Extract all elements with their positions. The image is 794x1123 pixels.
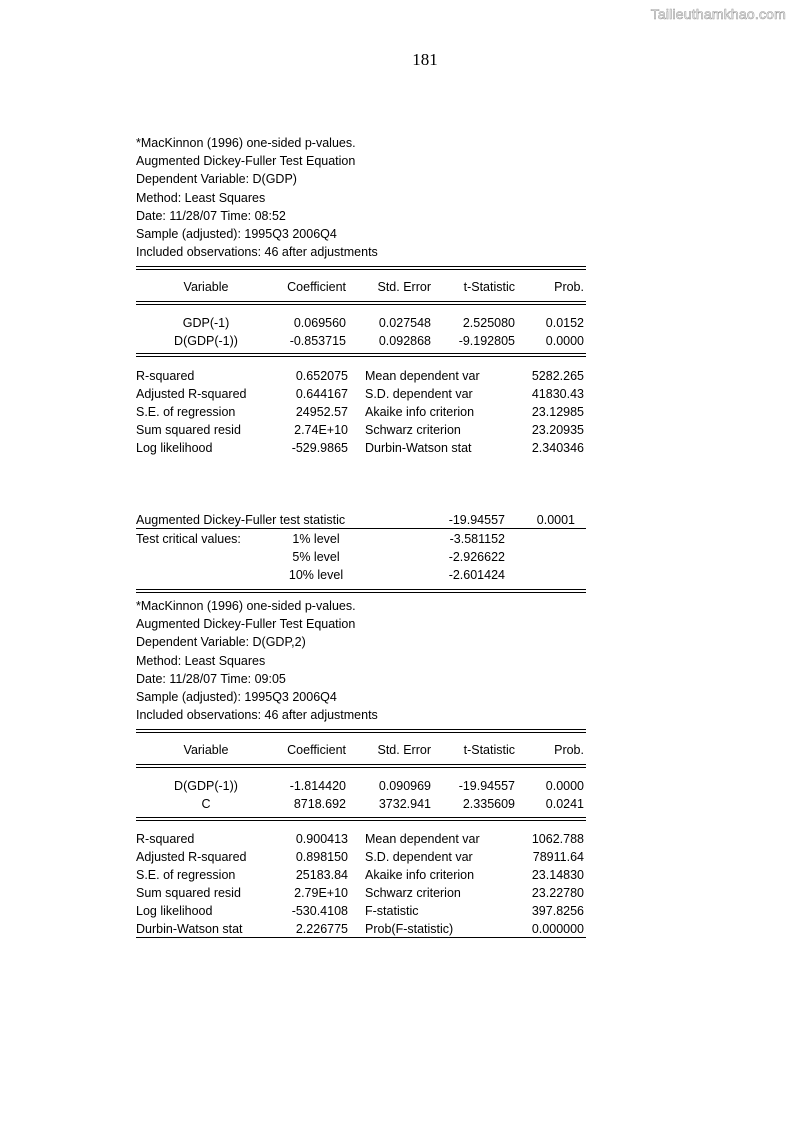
stats-row: [136, 367, 586, 385]
table-rule: [136, 266, 586, 270]
header-line: Augmented Dickey-Fuller Test Equation: [136, 154, 356, 169]
col-header: Std. Error: [377, 280, 431, 294]
stat-value: 2.226775: [295, 922, 348, 936]
col-header: Coefficient: [287, 280, 346, 294]
stat-value: 0.900413: [295, 832, 348, 846]
stat-label: Schwarz criterion: [365, 423, 461, 437]
stat-label: Schwarz criterion: [365, 886, 461, 900]
header-line: Augmented Dickey-Fuller Test Equation: [136, 617, 356, 632]
stat-label: R-squared: [136, 832, 195, 846]
col-header: Variable: [183, 280, 229, 294]
critical-level: 10% level: [288, 568, 344, 582]
section2-header: [136, 597, 586, 724]
stat-label: Prob(F-statistic): [365, 922, 454, 936]
critical-value: -2.926622: [448, 550, 505, 564]
header-line: Dependent Variable: D(GDP,2): [136, 635, 306, 650]
cell: -19.94557: [458, 779, 515, 793]
cell: -9.192805: [458, 334, 515, 348]
table-rule: [136, 729, 586, 733]
critical-level: 1% level: [292, 532, 340, 546]
stats-row: [136, 884, 586, 902]
col-header: Prob.: [554, 280, 584, 294]
stat-value: 397.8256: [531, 904, 584, 918]
critical-row: [136, 530, 586, 548]
cell: 0.069560: [293, 316, 346, 330]
table-rule: [136, 817, 586, 821]
critical-row: [136, 566, 586, 584]
header-line: Sample (adjusted): 1995Q3 2006Q4: [136, 226, 337, 241]
stats-row: [136, 848, 586, 866]
stat-label: Sum squared resid: [136, 423, 241, 437]
table-row: [136, 314, 586, 332]
stat-value: 2.74E+10: [294, 423, 348, 437]
critical-level: 5% level: [292, 550, 340, 564]
stats-row: [136, 385, 586, 403]
header-line: *MacKinnon (1996) one-sided p-values.: [136, 136, 356, 150]
stat-value: 23.12985: [531, 405, 584, 419]
col-header: Std. Error: [377, 743, 431, 757]
header-line: Method: Least Squares: [136, 653, 266, 668]
stats-row: [136, 421, 586, 439]
cell: 8718.692: [293, 797, 346, 811]
watermark: Tailieuthamkhao.com: [650, 6, 786, 22]
stat-value: 2.79E+10: [294, 886, 348, 900]
table-header-row: [136, 278, 586, 296]
header-line: Date: 11/28/07 Time: 08:52: [136, 208, 286, 223]
adf-prob: 0.0001: [536, 513, 575, 527]
stat-label: S.E. of regression: [136, 405, 236, 419]
adf-row: [136, 511, 586, 529]
stat-label: Sum squared resid: [136, 886, 241, 900]
stat-label: S.E. of regression: [136, 868, 236, 882]
stats-row: [136, 902, 586, 920]
critical-value: -2.601424: [448, 568, 505, 582]
stats-row: [136, 439, 586, 457]
stat-label: S.D. dependent var: [365, 850, 473, 864]
stat-value: -530.4108: [291, 904, 348, 918]
cell: D(GDP(-1)): [174, 779, 238, 793]
cell: 3732.941: [378, 797, 431, 811]
stat-value: -529.9865: [291, 441, 348, 455]
stat-value: 23.22780: [531, 886, 584, 900]
table-header-row: [136, 741, 586, 759]
stat-value: 0.644167: [295, 387, 348, 401]
stats-row: [136, 866, 586, 884]
stats-row: [136, 920, 586, 938]
table-row: [136, 332, 586, 350]
stat-value: 24952.57: [295, 405, 348, 419]
table-rule: [136, 764, 586, 768]
critical-row: [136, 548, 586, 566]
table-row: [136, 795, 586, 813]
stat-label: Mean dependent var: [365, 832, 480, 846]
header-line: Included observations: 46 after adjustments: [136, 708, 378, 723]
stat-label: Adjusted R-squared: [136, 850, 247, 864]
cell: -1.814420: [289, 779, 346, 793]
header-line: *MacKinnon (1996) one-sided p-values.: [136, 599, 356, 613]
stat-value: 5282.265: [531, 369, 584, 383]
stat-value: 23.20935: [531, 423, 584, 437]
table-row: [136, 777, 586, 795]
cell: C: [201, 797, 211, 811]
stat-value: 41830.43: [531, 387, 584, 401]
col-header: Prob.: [554, 743, 584, 757]
stat-value: 2.340346: [531, 441, 584, 455]
adf-value: -19.94557: [448, 513, 505, 527]
stat-value: 23.14830: [531, 868, 584, 882]
cell: 0.027548: [378, 316, 431, 330]
header-line: Included observations: 46 after adjustments: [136, 245, 378, 260]
stat-label: Durbin-Watson stat: [365, 441, 472, 455]
col-header: Coefficient: [287, 743, 346, 757]
stat-label: S.D. dependent var: [365, 387, 473, 401]
header-line: Dependent Variable: D(GDP): [136, 172, 297, 187]
stat-label: Mean dependent var: [365, 369, 480, 383]
stat-label: Log likelihood: [136, 904, 213, 918]
adf-rule: [136, 528, 586, 529]
cell: 0.0000: [545, 779, 584, 793]
col-header: t-Statistic: [463, 280, 515, 294]
stat-label: Akaike info criterion: [365, 405, 475, 419]
header-line: Method: Least Squares: [136, 190, 266, 205]
stat-value: 0.898150: [295, 850, 348, 864]
cell: GDP(-1): [182, 316, 230, 330]
stat-label: R-squared: [136, 369, 195, 383]
col-header: t-Statistic: [463, 743, 515, 757]
table-rule: [136, 301, 586, 305]
critical-label: Test critical values:: [136, 532, 241, 546]
col-header: Variable: [183, 743, 229, 757]
cell: 0.0241: [545, 797, 584, 811]
cell: 0.0152: [545, 316, 584, 330]
adf-label: Augmented Dickey-Fuller test statistic: [136, 513, 346, 527]
stat-label: Log likelihood: [136, 441, 213, 455]
header-line: Date: 11/28/07 Time: 09:05: [136, 671, 286, 686]
header-line: Sample (adjusted): 1995Q3 2006Q4: [136, 689, 337, 704]
cell: 0.092868: [378, 334, 431, 348]
stat-value: 25183.84: [295, 868, 348, 882]
stat-label: Durbin-Watson stat: [136, 922, 243, 936]
critical-value: -3.581152: [449, 532, 505, 546]
adf-rule: [136, 589, 586, 593]
cell: D(GDP(-1)): [174, 334, 238, 348]
stat-label: Adjusted R-squared: [136, 387, 247, 401]
stat-value: 78911.64: [532, 850, 584, 864]
stat-label: Akaike info criterion: [365, 868, 475, 882]
stat-label: F-statistic: [365, 904, 419, 918]
table-rule: [136, 353, 586, 357]
cell: 2.335609: [462, 797, 515, 811]
stats-row: [136, 830, 586, 848]
cell: 2.525080: [462, 316, 515, 330]
page-number: 181: [412, 50, 438, 69]
table-rule: [136, 937, 586, 938]
cell: 0.0000: [545, 334, 584, 348]
stat-value: 0.000000: [531, 922, 584, 936]
stats-row: [136, 403, 586, 421]
stat-value: 0.652075: [295, 369, 348, 383]
section1-header: [136, 134, 586, 261]
cell: -0.853715: [289, 334, 346, 348]
stat-value: 1062.788: [531, 832, 584, 846]
cell: 0.090969: [378, 779, 431, 793]
